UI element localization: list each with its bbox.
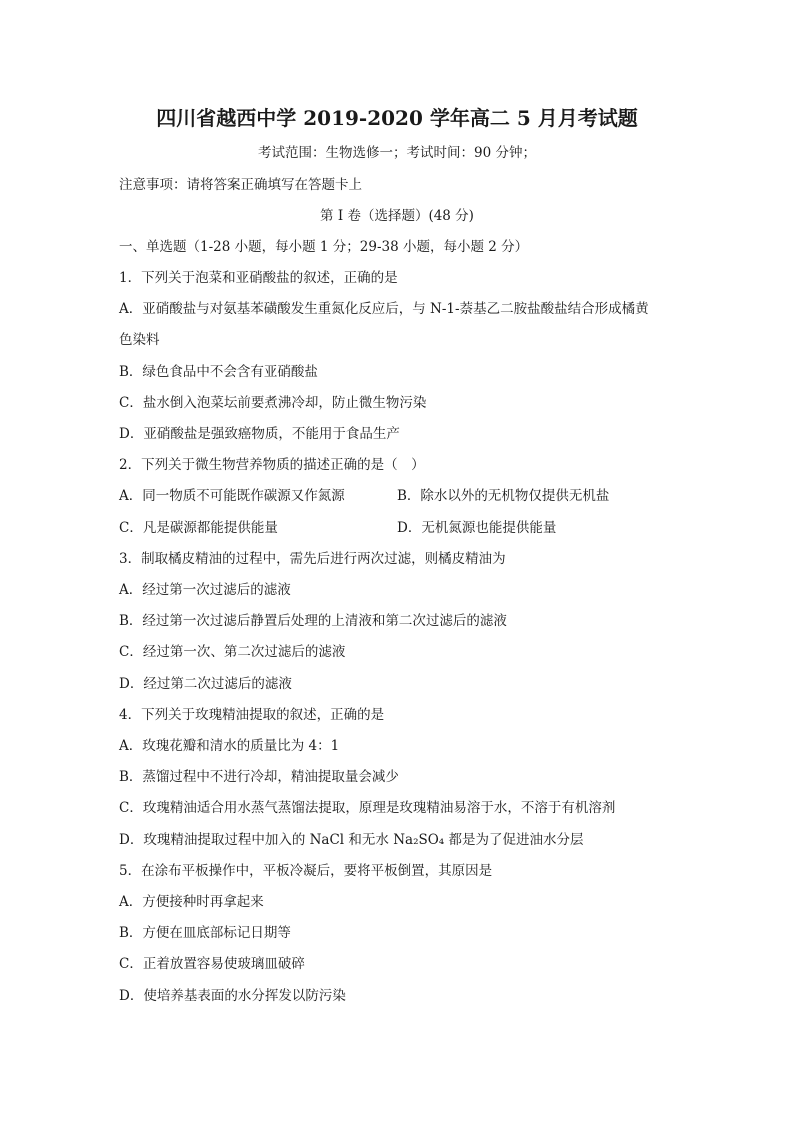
question-2-stem: 2．下列关于微生物营养物质的描述正确的是（ ） xyxy=(119,457,425,473)
part-heading: 一、单选题（1-28 小题，每小题 1 分；29-38 小题，每小题 2 分） xyxy=(119,239,529,255)
question-3-option-b: B．经过第一次过滤后静置后处理的上清液和第二次过滤后的滤液 xyxy=(119,613,507,629)
question-1-option-a-cont: 色染料 xyxy=(119,332,160,348)
question-4-option-c: C．玫瑰精油适合用水蒸气蒸馏法提取，原理是玫瑰精油易溶于水，不溶于有机溶剂 xyxy=(119,800,616,816)
question-2-option-c: C．凡是碳源都能提供能量 xyxy=(119,520,278,536)
exam-info: 考试范围：生物选修一；考试时间：90 分钟； xyxy=(258,145,536,161)
question-4-option-d: D．玫瑰精油提取过程中加入的 NaCl 和无水 Na₂SO₄ 都是为了促进油水分层 xyxy=(119,832,584,848)
question-5-option-d: D．使培养基表面的水分挥发以防污染 xyxy=(119,988,346,1004)
question-3-option-a: A．经过第一次过滤后的滤液 xyxy=(119,582,291,598)
question-5-option-b: B．方便在皿底部标记日期等 xyxy=(119,925,291,941)
question-4-option-a: A．玫瑰花瓣和清水的质量比为 4：1 xyxy=(119,738,340,754)
question-2-option-b: B．除水以外的无机物仅提供无机盐 xyxy=(397,488,610,504)
question-2-option-a: A．同一物质不可能既作碳源又作氮源 xyxy=(119,488,345,504)
question-1-stem: 1．下列关于泡菜和亚硝酸盐的叙述，正确的是 xyxy=(119,270,398,286)
question-5-stem: 5．在涂布平板操作中，平板冷凝后，要将平板倒置，其原因是 xyxy=(119,863,493,879)
section-title: 第 I 卷（选择题）(48 分) xyxy=(320,208,474,224)
question-3-option-c: C．经过第一次、第二次过滤后的滤液 xyxy=(119,644,346,660)
notice-text: 注意事项：请将答案正确填写在答题卡上 xyxy=(119,177,362,193)
question-3-option-d: D．经过第二次过滤后的滤液 xyxy=(119,676,292,692)
question-1-option-c: C．盐水倒入泡菜坛前要煮沸冷却，防止微生物污染 xyxy=(119,395,427,411)
question-1-option-b: B．绿色食品中不会含有亚硝酸盐 xyxy=(119,364,318,380)
question-3-stem: 3．制取橘皮精油的过程中，需先后进行两次过滤，则橘皮精油为 xyxy=(119,551,506,567)
question-1-option-d: D．亚硝酸盐是强致癌物质，不能用于食品生产 xyxy=(119,426,400,442)
question-2-option-d: D．无机氮源也能提供能量 xyxy=(397,520,557,536)
question-1-option-a: A．亚硝酸盐与对氨基苯磺酸发生重氮化反应后，与 N-1-萘基乙二胺盐酸盐结合形成橘黄 xyxy=(119,301,649,317)
question-4-option-b: B．蒸馏过程中不进行冷却，精油提取量会减少 xyxy=(119,769,399,785)
question-5-option-a: A．方便接种时再拿起来 xyxy=(119,894,264,910)
question-5-option-c: C．正着放置容易使玻璃皿破碎 xyxy=(119,956,305,972)
exam-title: 四川省越西中学 2019-2020 学年高二 5 月月考试题 xyxy=(156,106,638,130)
question-4-stem: 4．下列关于玫瑰精油提取的叙述，正确的是 xyxy=(119,707,385,723)
